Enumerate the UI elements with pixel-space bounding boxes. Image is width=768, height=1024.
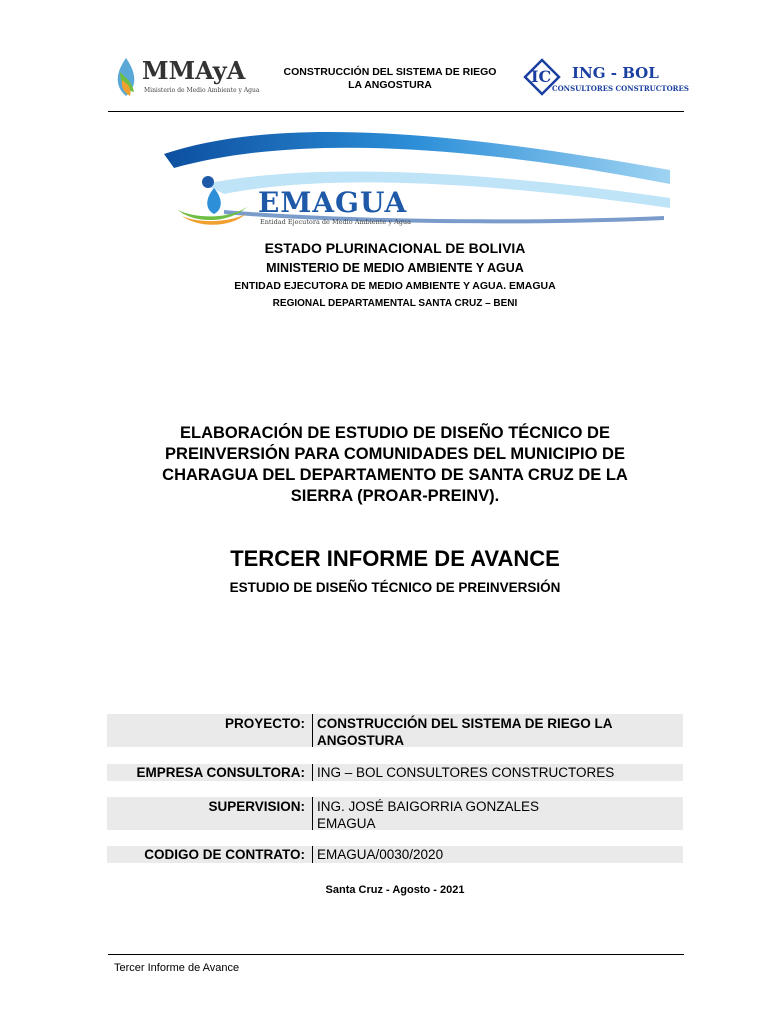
institution-line1: ESTADO PLURINACIONAL DE BOLIVIA <box>264 240 526 256</box>
ingbol-mark: IC <box>531 67 552 86</box>
institution-line4: REGIONAL DEPARTAMENTAL SANTA CRUZ – BENI <box>272 298 518 309</box>
info-row-supervision <box>107 797 683 830</box>
institution-line3: ENTIDAD EJECUTORA DE MEDIO AMBIENTE Y AGUA. EMAGUA <box>234 280 556 292</box>
codigo-label: CODIGO DE CONTRATO: <box>144 847 305 862</box>
row-separator <box>312 797 313 830</box>
mmaya-brand: MMAyA <box>142 56 246 85</box>
header-project-title <box>270 66 510 92</box>
emagua-brand: EMAGUA <box>258 186 408 219</box>
proyecto-value-line2: ANGOSTURA <box>317 733 404 748</box>
footer-divider <box>108 954 684 955</box>
header-divider <box>108 111 684 112</box>
emagua-tagline: Entidad Ejecutora de Medio Ambiente y Agua <box>260 218 411 226</box>
study-title-line1: ELABORACIÓN DE ESTUDIO DE DISEÑO TÉCNICO DE <box>180 424 610 442</box>
institution-line2: MINISTERIO DE MEDIO AMBIENTE Y AGUA <box>266 261 524 275</box>
supervision-value <box>317 798 679 832</box>
ingbol-brand: ING - BOL <box>572 64 659 82</box>
ingbol-logo <box>522 55 689 99</box>
codigo-value: EMAGUA/0030/2020 <box>317 847 444 862</box>
report-subtitle: ESTUDIO DE DISEÑO TÉCNICO DE PREINVERSIÓN <box>229 580 561 595</box>
study-title-line4: SIERRA (PROAR-PREINV). <box>290 487 500 505</box>
footer-text: Tercer Informe de Avance <box>114 962 240 974</box>
info-row-empresa <box>107 764 683 781</box>
supervision-value-line1: ING. JOSÉ BAIGORRIA GONZALES <box>317 799 540 814</box>
empresa-label: EMPRESA CONSULTORA: <box>136 765 305 780</box>
water-splash-icon <box>174 170 254 230</box>
supervision-value-line2: EMAGUA <box>317 816 376 831</box>
ingbol-tagline: CONSULTORES CONSTRUCTORES <box>552 84 689 93</box>
header-project-line1: CONSTRUCCIÓN DEL SISTEMA DE RIEGO <box>283 66 497 78</box>
study-title-line3: CHARAGUA DEL DEPARTAMENTO DE SANTA CRUZ DE LA <box>162 466 628 484</box>
mmaya-logo <box>112 52 260 104</box>
info-row-proyecto <box>107 714 683 747</box>
study-title-line2: PREINVERSIÓN PARA COMUNIDADES DEL MUNICIPIO DE <box>165 445 625 463</box>
proyecto-value <box>317 715 679 749</box>
supervision-label: SUPERVISION: <box>208 799 305 814</box>
row-separator <box>312 714 313 747</box>
study-title <box>130 423 660 507</box>
info-row-codigo <box>107 846 683 863</box>
row-separator <box>312 846 313 863</box>
emagua-banner <box>164 124 670 230</box>
empresa-value: ING – BOL CONSULTORES CONSTRUCTORES <box>317 765 615 780</box>
proyecto-label: PROYECTO: <box>224 716 305 731</box>
row-separator <box>312 764 313 781</box>
report-title: TERCER INFORME DE AVANCE <box>230 546 560 571</box>
place-date: Santa Cruz - Agosto - 2021 <box>325 884 465 896</box>
proyecto-value-line1: CONSTRUCCIÓN DEL SISTEMA DE RIEGO LA <box>317 716 613 731</box>
mmaya-tagline: Ministerio de Medio Ambiente y Agua <box>144 87 260 94</box>
header-project-line2: LA ANGOSTURA <box>348 79 432 91</box>
